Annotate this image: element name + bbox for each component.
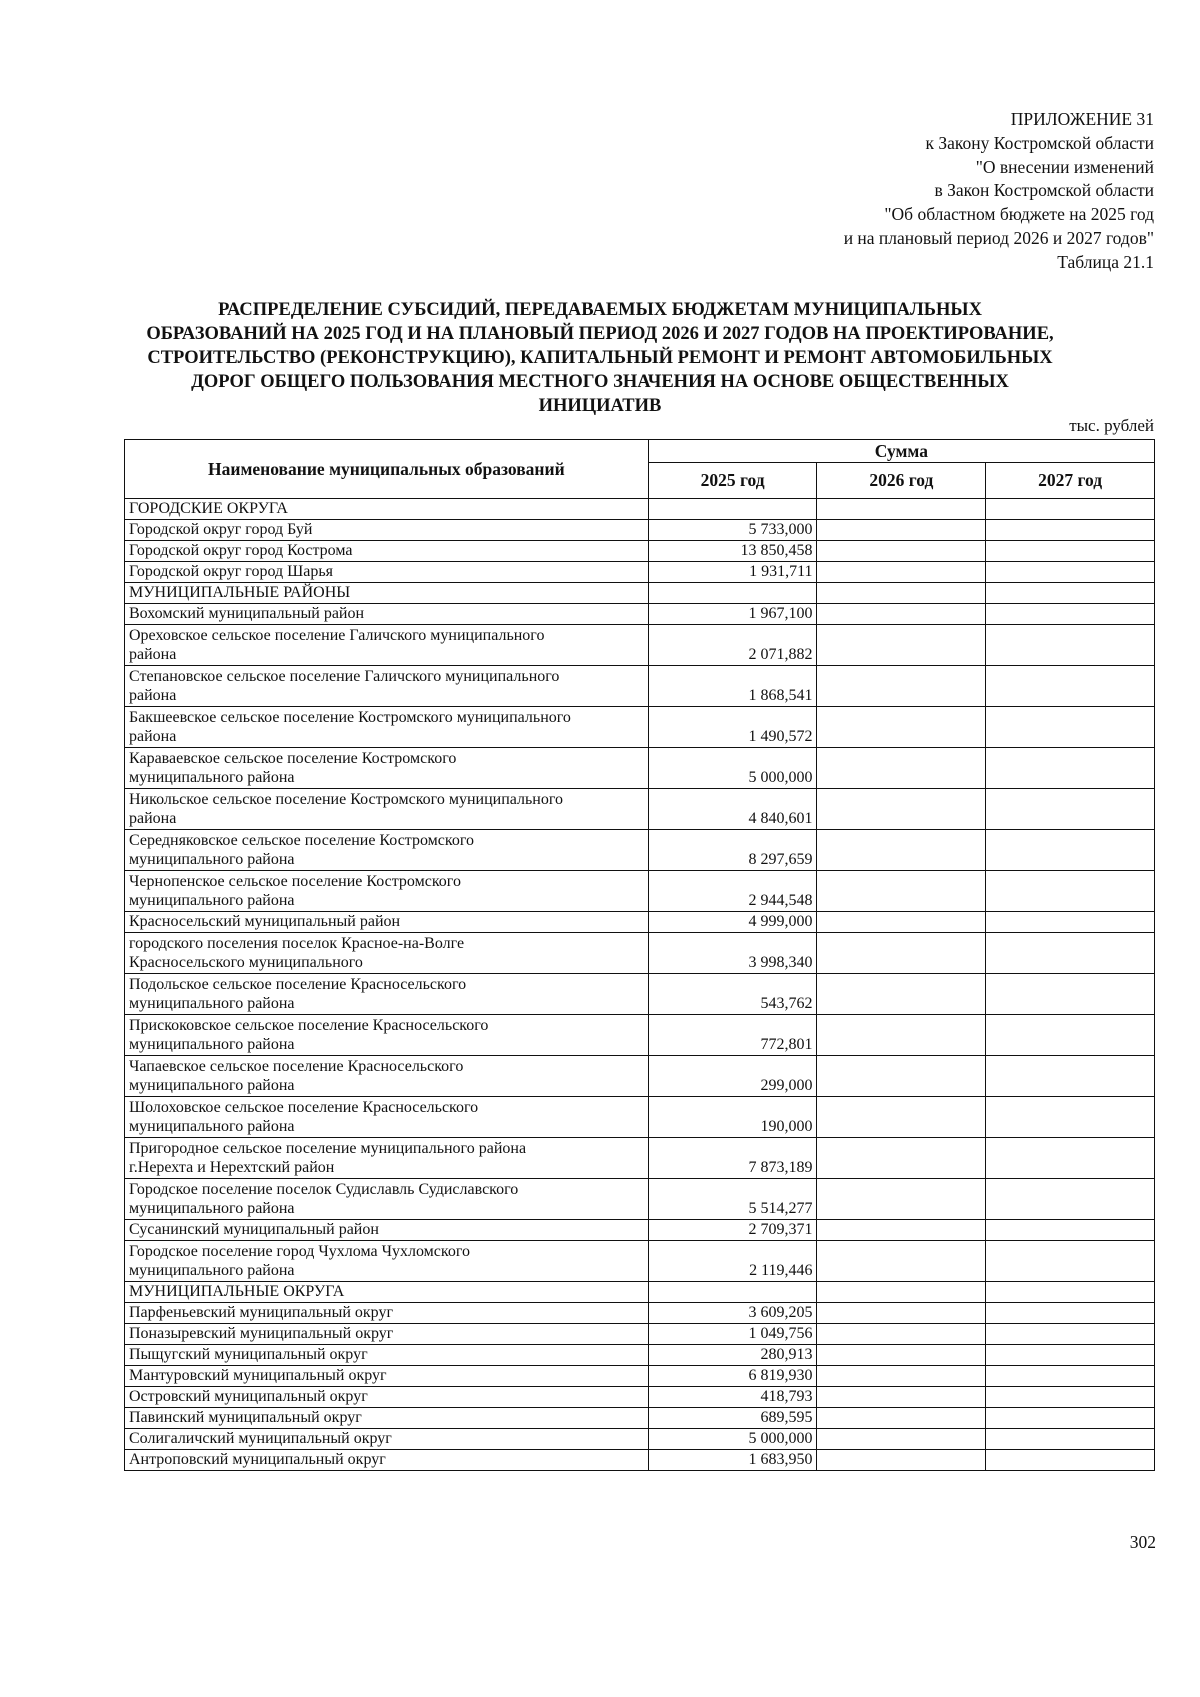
amount-2026-cell xyxy=(817,933,986,974)
amount-2027-cell xyxy=(986,1408,1155,1429)
municipality-name-line: муниципального района xyxy=(129,1262,295,1280)
table-row xyxy=(125,974,1155,1015)
amount-2027-cell xyxy=(986,748,1155,789)
amount-2026-cell xyxy=(817,1324,986,1345)
municipality-name-line: Городской округ город Кострома xyxy=(129,542,353,560)
amount-2027-cell xyxy=(986,1303,1155,1324)
municipality-name-line: муниципального района xyxy=(129,851,295,869)
table-row xyxy=(125,748,1155,789)
municipality-name-line: Подольское сельское поселение Красносельского xyxy=(129,976,467,994)
amount-2025-cell: 689,595 xyxy=(648,1408,817,1429)
amount-2026-cell xyxy=(817,562,986,583)
table-number: Таблица 21.1 xyxy=(1057,251,1154,272)
municipality-name-cell xyxy=(125,1138,649,1179)
amount-2026-cell xyxy=(817,1056,986,1097)
amount-2026-cell xyxy=(817,1366,986,1387)
municipality-name-line: Бакшеевское сельское поселение Костромского муниципального xyxy=(129,709,571,727)
amount-2025-cell: 5 733,000 xyxy=(648,520,817,541)
year-2026-header: 2026 год xyxy=(817,463,986,499)
municipality-name-cell xyxy=(125,912,649,933)
table-row xyxy=(125,1241,1155,1282)
amount-2027-cell xyxy=(986,1220,1155,1241)
amount-2027-cell xyxy=(986,499,1155,520)
amount-2027-cell xyxy=(986,541,1155,562)
amount-2026-cell xyxy=(817,1387,986,1408)
amount-2026-cell xyxy=(817,1408,986,1429)
table-row xyxy=(125,1282,1155,1303)
amount-2027-cell xyxy=(986,1015,1155,1056)
table-row xyxy=(125,1408,1155,1429)
municipality-name-cell xyxy=(125,1303,649,1324)
municipality-name-line: Сусанинский муниципальный район xyxy=(129,1221,379,1239)
amount-2027-cell xyxy=(986,604,1155,625)
table-row xyxy=(125,933,1155,974)
municipality-name-line: Парфеньевский муниципальный округ xyxy=(129,1304,394,1322)
amount-2026-cell xyxy=(817,1138,986,1179)
amount-2026-cell xyxy=(817,1303,986,1324)
table-row xyxy=(125,1366,1155,1387)
municipality-name-cell xyxy=(125,933,649,974)
municipality-name-cell xyxy=(125,1179,649,1220)
amount-2025-cell: 6 819,930 xyxy=(648,1366,817,1387)
amount-2025-cell: 8 297,659 xyxy=(648,830,817,871)
table-row xyxy=(125,625,1155,666)
amount-2027-cell xyxy=(986,1138,1155,1179)
municipality-name-line: Павинский муниципальный округ xyxy=(129,1409,362,1427)
amount-2025-cell: 543,762 xyxy=(648,974,817,1015)
table-row xyxy=(125,1303,1155,1324)
municipality-name-line: Поназыревский муниципальный округ xyxy=(129,1325,394,1343)
document-title xyxy=(100,298,1100,418)
table-row xyxy=(125,1387,1155,1408)
table-row xyxy=(125,1179,1155,1220)
amount-2026-cell xyxy=(817,912,986,933)
year-2027-header: 2027 год xyxy=(986,463,1155,499)
municipality-name-line: г.Нерехта и Нерехтский район xyxy=(129,1159,335,1177)
municipality-name-cell xyxy=(125,1015,649,1056)
appendix-line: и на плановый период 2026 и 2027 годов" xyxy=(843,227,1154,248)
municipality-name-line: Вохомский муниципальный район xyxy=(129,605,365,623)
municipality-name-cell xyxy=(125,583,649,604)
municipality-name-line: ГОРОДСКИЕ ОКРУГА xyxy=(129,500,288,518)
municipality-name-line: муниципального района xyxy=(129,1118,295,1136)
municipality-name-line: Степановское сельское поселение Галичского муниципального xyxy=(129,668,560,686)
title-line: РАСПРЕДЕЛЕНИЕ СУБСИДИЙ, ПЕРЕДАВАЕМЫХ БЮДЖЕТАМ МУНИЦИПАЛЬНЫХ xyxy=(218,300,982,320)
amount-2027-cell xyxy=(986,789,1155,830)
amount-2026-cell xyxy=(817,1345,986,1366)
municipality-name-cell xyxy=(125,871,649,912)
table-row xyxy=(125,604,1155,625)
table-row xyxy=(125,1138,1155,1179)
table-row xyxy=(125,541,1155,562)
amount-2027-cell xyxy=(986,1241,1155,1282)
amount-2026-cell xyxy=(817,499,986,520)
municipality-name-line: Караваевское сельское поселение Костромского xyxy=(129,750,457,768)
municipality-name-cell xyxy=(125,541,649,562)
municipality-name-cell xyxy=(125,499,649,520)
table-row xyxy=(125,707,1155,748)
table-row xyxy=(125,830,1155,871)
municipality-name-line: Чапаевское сельское поселение Красносельского xyxy=(129,1058,464,1076)
municipality-name-line: Антроповский муниципальный округ xyxy=(129,1451,386,1469)
amount-2025-cell: 7 873,189 xyxy=(648,1138,817,1179)
amount-2027-cell xyxy=(986,933,1155,974)
amount-2027-cell xyxy=(986,871,1155,912)
municipality-name-cell xyxy=(125,1429,649,1450)
amount-2026-cell xyxy=(817,604,986,625)
municipality-name-line: Середняковское сельское поселение Костромского xyxy=(129,832,475,850)
amount-2027-cell xyxy=(986,830,1155,871)
table-row xyxy=(125,912,1155,933)
municipality-name-line: Никольское сельское поселение Костромского муниципального xyxy=(129,791,564,809)
table-row xyxy=(125,871,1155,912)
municipality-name-cell xyxy=(125,1241,649,1282)
amount-2025-cell: 299,000 xyxy=(648,1056,817,1097)
municipality-name-cell xyxy=(125,1450,649,1471)
sum-column-header: Сумма xyxy=(648,440,1154,463)
appendix-line: "О внесении изменений xyxy=(975,156,1154,177)
municipality-name-line: района xyxy=(129,687,177,705)
amount-2027-cell xyxy=(986,912,1155,933)
name-column-header: Наименование муниципальных образований xyxy=(125,440,649,499)
amount-2025-cell: 4 840,601 xyxy=(648,789,817,830)
municipality-name-line: муниципального района xyxy=(129,769,295,787)
subsidies-table xyxy=(124,439,1155,1471)
amount-2026-cell xyxy=(817,625,986,666)
title-line: ДОРОГ ОБЩЕГО ПОЛЬЗОВАНИЯ МЕСТНОГО ЗНАЧЕНИЯ НА ОСНОВЕ ОБЩЕСТВЕННЫХ xyxy=(191,372,1009,392)
amount-2027-cell xyxy=(986,974,1155,1015)
municipality-name-line: Чернопенское сельское поселение Костромского xyxy=(129,873,461,891)
page-number: 302 xyxy=(1129,1532,1156,1552)
amount-2026-cell xyxy=(817,666,986,707)
amount-2025-cell: 1 683,950 xyxy=(648,1450,817,1471)
amount-2027-cell xyxy=(986,1429,1155,1450)
amount-2027-cell xyxy=(986,1179,1155,1220)
amount-2025-cell: 1 967,100 xyxy=(648,604,817,625)
amount-2026-cell xyxy=(817,1220,986,1241)
municipality-name-line: Прискоковское сельское поселение Красносельского xyxy=(129,1017,489,1035)
municipality-name-cell xyxy=(125,1387,649,1408)
title-line: ОБРАЗОВАНИЙ НА 2025 ГОД И НА ПЛАНОВЫЙ ПЕРИОД 2026 И 2027 ГОДОВ НА ПРОЕКТИРОВАНИЕ, xyxy=(146,324,1054,344)
municipality-name-line: Солигаличский муниципальный округ xyxy=(129,1430,392,1448)
municipality-name-cell xyxy=(125,562,649,583)
amount-2027-cell xyxy=(986,625,1155,666)
table-row xyxy=(125,1097,1155,1138)
amount-2027-cell xyxy=(986,707,1155,748)
title-line: СТРОИТЕЛЬСТВО (РЕКОНСТРУКЦИЮ), КАПИТАЛЬНЫЙ РЕМОНТ И РЕМОНТ АВТОМОБИЛЬНЫХ xyxy=(147,348,1053,368)
amount-2025-cell: 5 000,000 xyxy=(648,748,817,789)
municipality-name-line: района xyxy=(129,728,177,746)
amount-2025-cell: 5 514,277 xyxy=(648,1179,817,1220)
table-body xyxy=(125,499,1155,1471)
municipality-name-cell xyxy=(125,1408,649,1429)
municipality-name-line: Городской округ город Буй xyxy=(129,521,313,539)
amount-2027-cell xyxy=(986,1345,1155,1366)
municipality-name-line: Шолоховское сельское поселение Красносельского xyxy=(129,1099,479,1117)
amount-2025-cell: 4 999,000 xyxy=(648,912,817,933)
municipality-name-cell xyxy=(125,748,649,789)
municipality-name-line: муниципального района xyxy=(129,892,295,910)
municipality-name-line: района xyxy=(129,646,177,664)
municipality-name-cell xyxy=(125,625,649,666)
amount-2026-cell xyxy=(817,789,986,830)
municipality-name-line: МУНИЦИПАЛЬНЫЕ ОКРУГА xyxy=(129,1283,345,1301)
municipality-name-cell xyxy=(125,1220,649,1241)
municipality-name-line: муниципального района xyxy=(129,1036,295,1054)
table-row xyxy=(125,1450,1155,1471)
table-row xyxy=(125,1056,1155,1097)
table-row xyxy=(125,1345,1155,1366)
amount-2026-cell xyxy=(817,974,986,1015)
municipality-name-line: Городское поселение поселок Судиславль Судиславского xyxy=(129,1181,519,1199)
municipality-name-line: Городской округ город Шарья xyxy=(129,563,334,581)
municipality-name-line: Пригородное сельское поселение муниципального района xyxy=(129,1140,527,1158)
amount-2026-cell xyxy=(817,541,986,562)
amount-2026-cell xyxy=(817,1015,986,1056)
appendix-line: в Закон Костромской области xyxy=(934,180,1154,201)
amount-2025-cell: 13 850,458 xyxy=(648,541,817,562)
amount-2027-cell xyxy=(986,1056,1155,1097)
municipality-name-line: Городское поселение город Чухлома Чухломского xyxy=(129,1243,471,1261)
municipality-name-line: Красносельского муниципального xyxy=(129,954,363,972)
table-row xyxy=(125,789,1155,830)
amount-2027-cell xyxy=(986,1324,1155,1345)
appendix-line: к Закону Костромской области xyxy=(925,132,1154,153)
table-row xyxy=(125,562,1155,583)
municipality-name-line: городского поселения поселок Красное-на-Волге xyxy=(129,935,465,953)
municipality-name-line: МУНИЦИПАЛЬНЫЕ РАЙОНЫ xyxy=(129,584,351,602)
municipality-name-line: Красносельский муниципальный район xyxy=(129,913,401,931)
amount-2026-cell xyxy=(817,871,986,912)
amount-2025-cell: 1 931,711 xyxy=(648,562,817,583)
amount-2025-cell: 2 944,548 xyxy=(648,871,817,912)
table-row xyxy=(125,499,1155,520)
amount-2025-cell: 3 609,205 xyxy=(648,1303,817,1324)
municipality-name-line: Мантуровский муниципальный округ xyxy=(129,1367,387,1385)
amount-2027-cell xyxy=(986,583,1155,604)
amount-2025-cell: 772,801 xyxy=(648,1015,817,1056)
table-row xyxy=(125,520,1155,541)
municipality-name-cell xyxy=(125,974,649,1015)
appendix-line: ПРИЛОЖЕНИЕ 31 xyxy=(1010,109,1154,129)
municipality-name-cell xyxy=(125,1056,649,1097)
amount-2027-cell xyxy=(986,520,1155,541)
municipality-name-cell xyxy=(125,1366,649,1387)
municipality-name-line: Пыщугский муниципальный округ xyxy=(129,1346,368,1364)
amount-2027-cell xyxy=(986,1282,1155,1303)
municipality-name-cell xyxy=(125,789,649,830)
amount-2026-cell xyxy=(817,520,986,541)
amount-2026-cell xyxy=(817,707,986,748)
municipality-name-cell xyxy=(125,707,649,748)
units-label: тыс. рублей xyxy=(1069,416,1154,435)
municipality-name-cell xyxy=(125,1345,649,1366)
municipality-name-line: муниципального района xyxy=(129,1077,295,1095)
municipality-name-line: Ореховское сельское поселение Галичского муниципального xyxy=(129,627,545,645)
municipality-name-line: муниципального района xyxy=(129,1200,295,1218)
amount-2025-cell xyxy=(648,583,817,604)
amount-2027-cell xyxy=(986,1450,1155,1471)
amount-2025-cell: 418,793 xyxy=(648,1387,817,1408)
municipality-name-line: Островский муниципальный округ xyxy=(129,1388,368,1406)
amount-2025-cell: 2 071,882 xyxy=(648,625,817,666)
amount-2027-cell xyxy=(986,1097,1155,1138)
amount-2025-cell: 280,913 xyxy=(648,1345,817,1366)
amount-2026-cell xyxy=(817,1450,986,1471)
municipality-name-line: района xyxy=(129,810,177,828)
amount-2027-cell xyxy=(986,1366,1155,1387)
municipality-name-cell xyxy=(125,1282,649,1303)
amount-2026-cell xyxy=(817,1179,986,1220)
municipality-name-cell xyxy=(125,604,649,625)
amount-2025-cell: 1 049,756 xyxy=(648,1324,817,1345)
amount-2026-cell xyxy=(817,1241,986,1282)
table-row xyxy=(125,1220,1155,1241)
amount-2025-cell: 190,000 xyxy=(648,1097,817,1138)
amount-2027-cell xyxy=(986,562,1155,583)
amount-2026-cell xyxy=(817,1429,986,1450)
table-row xyxy=(125,1324,1155,1345)
municipality-name-line: муниципального района xyxy=(129,995,295,1013)
municipality-name-cell xyxy=(125,520,649,541)
table-row xyxy=(125,583,1155,604)
amount-2025-cell: 3 998,340 xyxy=(648,933,817,974)
municipality-name-cell xyxy=(125,666,649,707)
table-row xyxy=(125,1015,1155,1056)
amount-2025-cell: 2 709,371 xyxy=(648,1220,817,1241)
amount-2027-cell xyxy=(986,1387,1155,1408)
amount-2025-cell: 1 868,541 xyxy=(648,666,817,707)
amount-2025-cell xyxy=(648,1282,817,1303)
amount-2026-cell xyxy=(817,1282,986,1303)
municipality-name-cell xyxy=(125,1324,649,1345)
appendix-line: "Об областном бюджете на 2025 год xyxy=(884,204,1154,225)
amount-2025-cell: 2 119,446 xyxy=(648,1241,817,1282)
municipality-name-cell xyxy=(125,1097,649,1138)
amount-2025-cell xyxy=(648,499,817,520)
year-2025-header: 2025 год xyxy=(648,463,817,499)
amount-2026-cell xyxy=(817,748,986,789)
title-line: ИНИЦИАТИВ xyxy=(538,396,662,416)
appendix-reference xyxy=(844,108,1154,275)
amount-2026-cell xyxy=(817,830,986,871)
table-row xyxy=(125,666,1155,707)
table-row xyxy=(125,1429,1155,1450)
amount-2026-cell xyxy=(817,583,986,604)
amount-2027-cell xyxy=(986,666,1155,707)
amount-2026-cell xyxy=(817,1097,986,1138)
amount-2025-cell: 1 490,572 xyxy=(648,707,817,748)
municipality-name-cell xyxy=(125,830,649,871)
amount-2025-cell: 5 000,000 xyxy=(648,1429,817,1450)
